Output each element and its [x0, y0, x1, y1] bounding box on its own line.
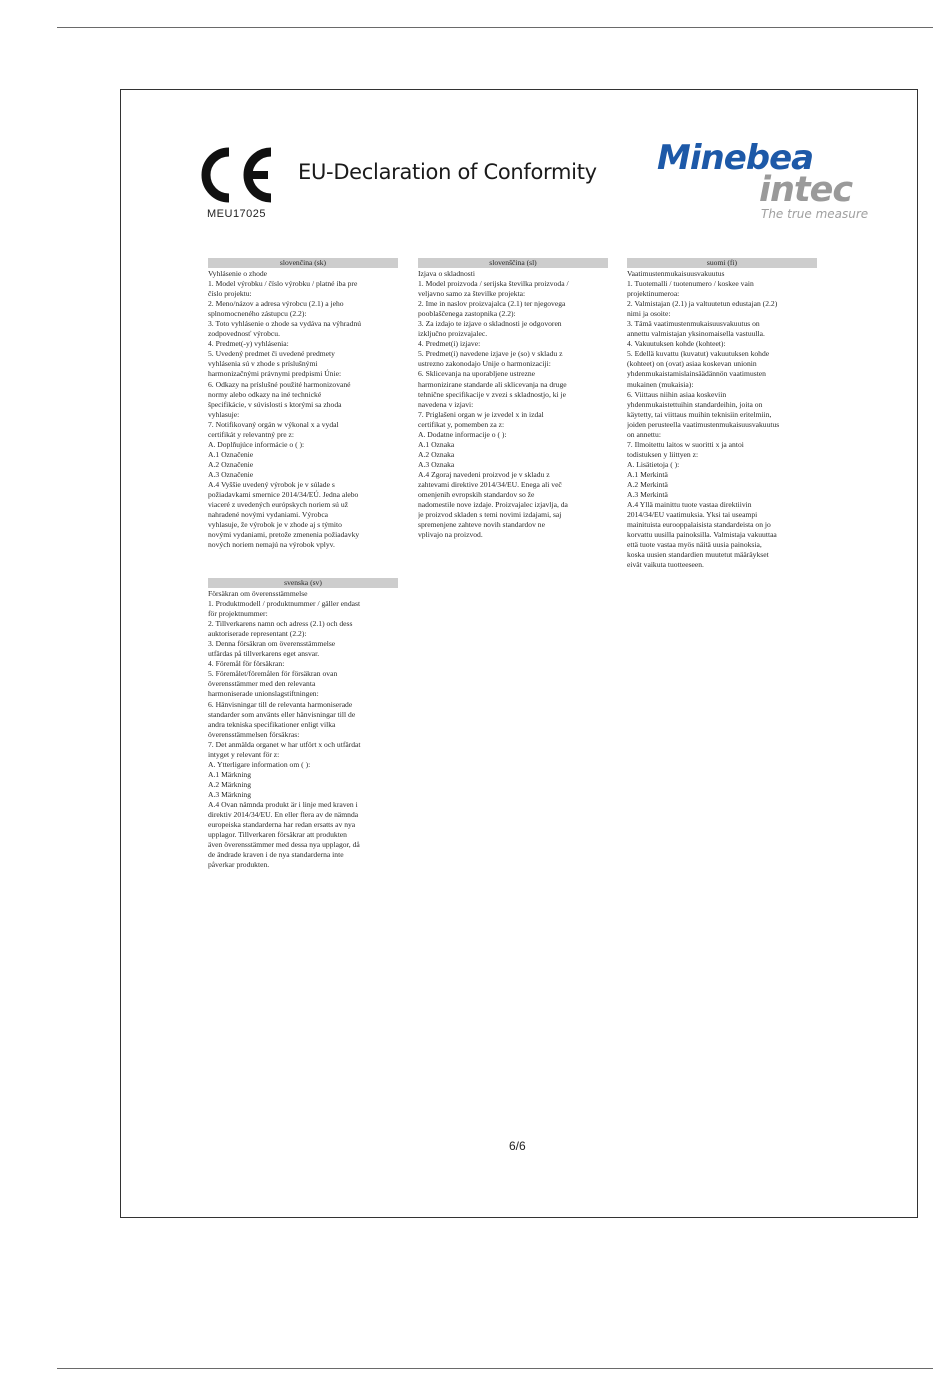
text-line: vyhlásenia sú v zhode s príslušnými [208, 359, 318, 369]
text-line: direktiv 2014/34/EU. En eller flera av de nämnda [208, 810, 359, 820]
text-line: 2. Tillverkarens namn och adress (2.1) och dess [208, 619, 353, 629]
text-line: 5. Uvedený predmet či uvedené predmety [208, 349, 335, 359]
text-line: certifikát y relevantný pre z: [208, 429, 295, 439]
text-line: 6. Odkazy na príslušné použité harmonizované [208, 379, 351, 389]
text-line: A. Dodatne informacije o ( ): [418, 429, 507, 439]
text-line: vyhlasuje: [208, 409, 240, 419]
text-line: överensstämmer med den relevanta [208, 679, 316, 689]
text-line: Vaatimustenmukaisuusvakuutus [627, 269, 725, 278]
text-line: Försäkran om överensstämmelse [208, 589, 308, 598]
text-line: 1. Produktmodell / produktnummer / gäller endast [208, 599, 361, 609]
logo-minebea-text: Minebea [657, 138, 814, 178]
text-line: navedena v izjavi: [418, 399, 474, 409]
text-line: A.2 Märkning [208, 779, 252, 789]
text-line: ustrezno zakonodajo Unije o harmonizaciji: [418, 359, 551, 369]
text-line: normy alebo odkazy na iné technické [208, 389, 322, 399]
text-line: novými vydaniami, pretože zmeneniа požiadavky [208, 530, 360, 540]
text-line: andra tekniska specifikationer enligt vilka [208, 719, 336, 729]
text-line: nahradené novými vydaniami. Výrobca [208, 510, 329, 520]
language-text-sk [208, 269, 398, 550]
text-line: påverkar produkten. [208, 860, 270, 870]
text-line: 5. Edellä kuvattu (kuvatut) vakuutuksen kohde [627, 349, 770, 359]
language-heading-fi: suomi (fi) [627, 258, 817, 268]
text-line: A.3 Merkintä [627, 490, 668, 500]
text-line: standarder som använts eller hänvisningar till de [208, 709, 356, 719]
text-line: A.1 Märkning [208, 769, 252, 779]
language-heading-sk: slovenčina (sk) [208, 258, 398, 268]
logo-intec-text: intec [759, 170, 853, 210]
text-line: 2. Meno/názov a adresa výrobcu (2.1) a jeho [208, 299, 344, 309]
minebea-intec-logo [655, 138, 887, 228]
text-line: viaceré z uvedených európskych noriem sú už [208, 500, 349, 510]
language-column-sk [208, 258, 398, 550]
text-line: 2014/34/EU vaatimuksia. Yksi tai useampi [627, 510, 758, 520]
text-line: 1. Model výrobku / číslo výrobku / platné iba pre [208, 279, 358, 289]
text-line: A.4 Vyššie uvedený výrobok je v súlade s [208, 479, 335, 489]
language-column-fi [627, 258, 817, 570]
text-line: intyget y relevant för z: [208, 749, 280, 759]
text-line: upplagor. Tillverkaren försäkrar att produkten [208, 830, 347, 840]
text-line: överensstämmelsen försäkras: [208, 729, 300, 739]
text-line: eivät vaikuta tuotteeseen. [627, 560, 704, 570]
text-line: A.2 Označenie [208, 459, 254, 469]
text-line: Vyhlásenie o zhode [208, 269, 268, 278]
text-line: 4. Vakuutuksen kohde (kohteet): [627, 339, 726, 349]
language-text-fi [627, 269, 817, 570]
text-line: A.4 Yllä mainittu tuote vastaa direktiivin [627, 500, 752, 510]
text-line: A.4 Zgoraj navedeni proizvod je v skladu z [418, 469, 550, 479]
text-line: požiadavkami smernice 2014/34/EÚ. Jedna alebo [208, 490, 359, 500]
text-line: špecifikácie, v súvislosti s ktorými sa zhoda [208, 399, 342, 409]
text-line: spremenjene zahteve novih standardov ne [418, 520, 545, 530]
text-line: projektinumeroa: [627, 289, 680, 299]
text-line: A.3 Označenie [208, 469, 254, 479]
language-text-sv [208, 589, 398, 870]
text-line: (kohteet) on (ovat) asiaa koskevan unionin [627, 359, 757, 369]
text-line: A.1 Oznaka [418, 439, 455, 449]
text-line: certifikat y, pomemben za z: [418, 419, 505, 429]
text-line: 7. Notifikovaný orgán w výkonal x a vydal [208, 419, 339, 429]
footer-rule [57, 1368, 933, 1369]
text-line: splnomocneného zástupcu (2.2): [208, 309, 307, 319]
text-line: että tuote vastaa myös näitä uusia painoksia, [627, 540, 762, 550]
text-line: även överensstämmer med dessa nya upplagor, då [208, 840, 360, 850]
text-line: A. Ytterligare information om ( ): [208, 759, 311, 769]
text-line: koska uusien standardien muutetut määräykset [627, 550, 769, 560]
text-line: auktoriserade representant (2.2): [208, 629, 307, 639]
text-line: A.2 Merkintä [627, 479, 668, 489]
language-column-sl [418, 258, 608, 540]
text-line: annettu valmistajan yksinomaisella vastuulla. [627, 329, 765, 339]
text-line: 5. Föremålet/föremålen för försäkran ovan [208, 669, 338, 679]
text-line: joiden perusteella vaatimustenmukaisuusvakuutus [627, 419, 780, 429]
text-line: A. Lisätietoja ( ): [627, 459, 680, 469]
text-line: harmoniserade unionslagstiftningen: [208, 689, 319, 699]
text-line: för projektnummer: [208, 609, 268, 619]
text-line: vplivajo na proizvod. [418, 530, 483, 540]
text-line: 3. Denna försäkran om överensstämmelse [208, 639, 336, 649]
document-title: EU-Declaration of Conformity [298, 160, 597, 184]
language-heading-sv: svenska (sv) [208, 578, 398, 588]
text-line: nadomestile nove izdaje. Proizvajalec izjavlja, da [418, 500, 568, 510]
text-line: veljavno samo za številke projekta: [418, 289, 526, 299]
text-line: 6. Sklicevanja na uporabljene ustrezne [418, 369, 536, 379]
text-line: nových noriem nemajú na výrobok vplyv. [208, 540, 335, 550]
text-line: de ändrade kraven i de nya standarderna inte [208, 850, 344, 860]
text-line: A.2 Oznaka [418, 449, 455, 459]
text-line: harmonizačnými právnymi predpismi Únie: [208, 369, 342, 379]
text-line: je proizvod skladen s temi novimi izdajami, saj [418, 510, 562, 520]
text-line: nimi ja osoite: [627, 309, 671, 319]
text-line: omenjenih evropskih standardov so že [418, 490, 535, 500]
text-line: Izjava o skladnosti [418, 269, 475, 278]
text-line: 3. Tämä vaatimustenmukaisuusvakuutus on [627, 319, 760, 329]
text-line: izključno proizvajalec. [418, 329, 488, 339]
text-line: 1. Tuotemalli / tuotenumero / koskee vain [627, 279, 754, 289]
text-line: 1. Model proizvoda / serijska številka proizvoda / [418, 279, 569, 289]
text-line: europeiska standarderna har redan ersatts av nya [208, 820, 356, 830]
text-line: 7. Ilmoitettu laitos w suoritti x ja antoi [627, 439, 744, 449]
text-line: zahtevami direktive 2014/34/EU. Enega ali več [418, 479, 562, 489]
text-line: zodpovednosť výrobcu. [208, 329, 280, 339]
text-line: 3. Za izdajo te izjave o skladnosti je odgovoren [418, 319, 562, 329]
text-line: 5. Predmet(i) navedene izjave je (so) v skladu z [418, 349, 563, 359]
text-line: 3. Toto vyhlásenie o zhode sa vydáva na výhradnú [208, 319, 362, 329]
text-line: 2. Ime in naslov proizvajalca (2.1) ter njegovega [418, 299, 566, 309]
text-line: 6. Viittaus niihin asiaa koskeviin [627, 389, 727, 399]
text-line: korvattu uusilla painoksilla. Valmistaja vakuuttaa [627, 530, 777, 540]
page-number: 6/6 [509, 1139, 526, 1153]
text-line: todistuksen y liittyen z: [627, 449, 699, 459]
text-line: 4. Predmet(-y) vyhlásenia: [208, 339, 289, 349]
text-line: harmonizirane standarde ali sklicevanja na druge [418, 379, 567, 389]
text-line: tehnične specifikacije v zvezi s skladnostjo, ki je [418, 389, 567, 399]
ce-reference-code: MEU17025 [207, 208, 267, 220]
logo-tagline: The true measure [761, 207, 869, 221]
text-line: vyhlasuje, že výrobok je v zhode aj s týmito [208, 520, 342, 530]
text-line: mainituista eurooppalaisista standardeista on jo [627, 520, 771, 530]
text-line: A. Doplňujúce informácie o ( ): [208, 439, 305, 449]
text-line: yhdenmukaistamislainsäädännön vaatimusten [627, 369, 766, 379]
text-line: on annettu: [627, 429, 661, 439]
ce-mark-icon [199, 146, 275, 204]
text-line: A.1 Označenie [208, 449, 254, 459]
text-line: A.3 Oznaka [418, 459, 455, 469]
text-line: A.4 Ovan nämnda produkt är i linje med kraven i [208, 799, 358, 809]
text-line: 4. Föremål för försäkran: [208, 659, 285, 669]
language-column-sv [208, 578, 398, 870]
language-text-sl [418, 269, 608, 540]
text-line: 6. Hänvisningar till de relevanta harmoniserade [208, 699, 353, 709]
text-line: číslo projektu: [208, 289, 252, 299]
text-line: A.3 Märkning [208, 789, 252, 799]
header-rule [57, 27, 933, 28]
text-line: utfärdas på tillverkarens eget ansvar. [208, 649, 320, 659]
text-line: A.1 Merkintä [627, 469, 668, 479]
text-line: 4. Predmet(i) izjave: [418, 339, 481, 349]
text-line: pooblaščenega zastopnika (2.2): [418, 309, 516, 319]
text-line: mukainen (mukaisia): [627, 379, 694, 389]
text-line: 2. Valmistajan (2.1) ja valtuutetun edustajan (2.2) [627, 299, 778, 309]
text-line: 7. Priglašeni organ w je izvedel x in izdal [418, 409, 544, 419]
text-line: 7. Det anmälda organet w har utfört x och utfärdat [208, 739, 361, 749]
language-heading-sl: slovenščina (sl) [418, 258, 608, 268]
text-line: käytetty, tai viittaus muihin teknisiin eritelmiin, [627, 409, 772, 419]
text-line: yhdenmukaistettuihin standardeihin, joita on [627, 399, 763, 409]
